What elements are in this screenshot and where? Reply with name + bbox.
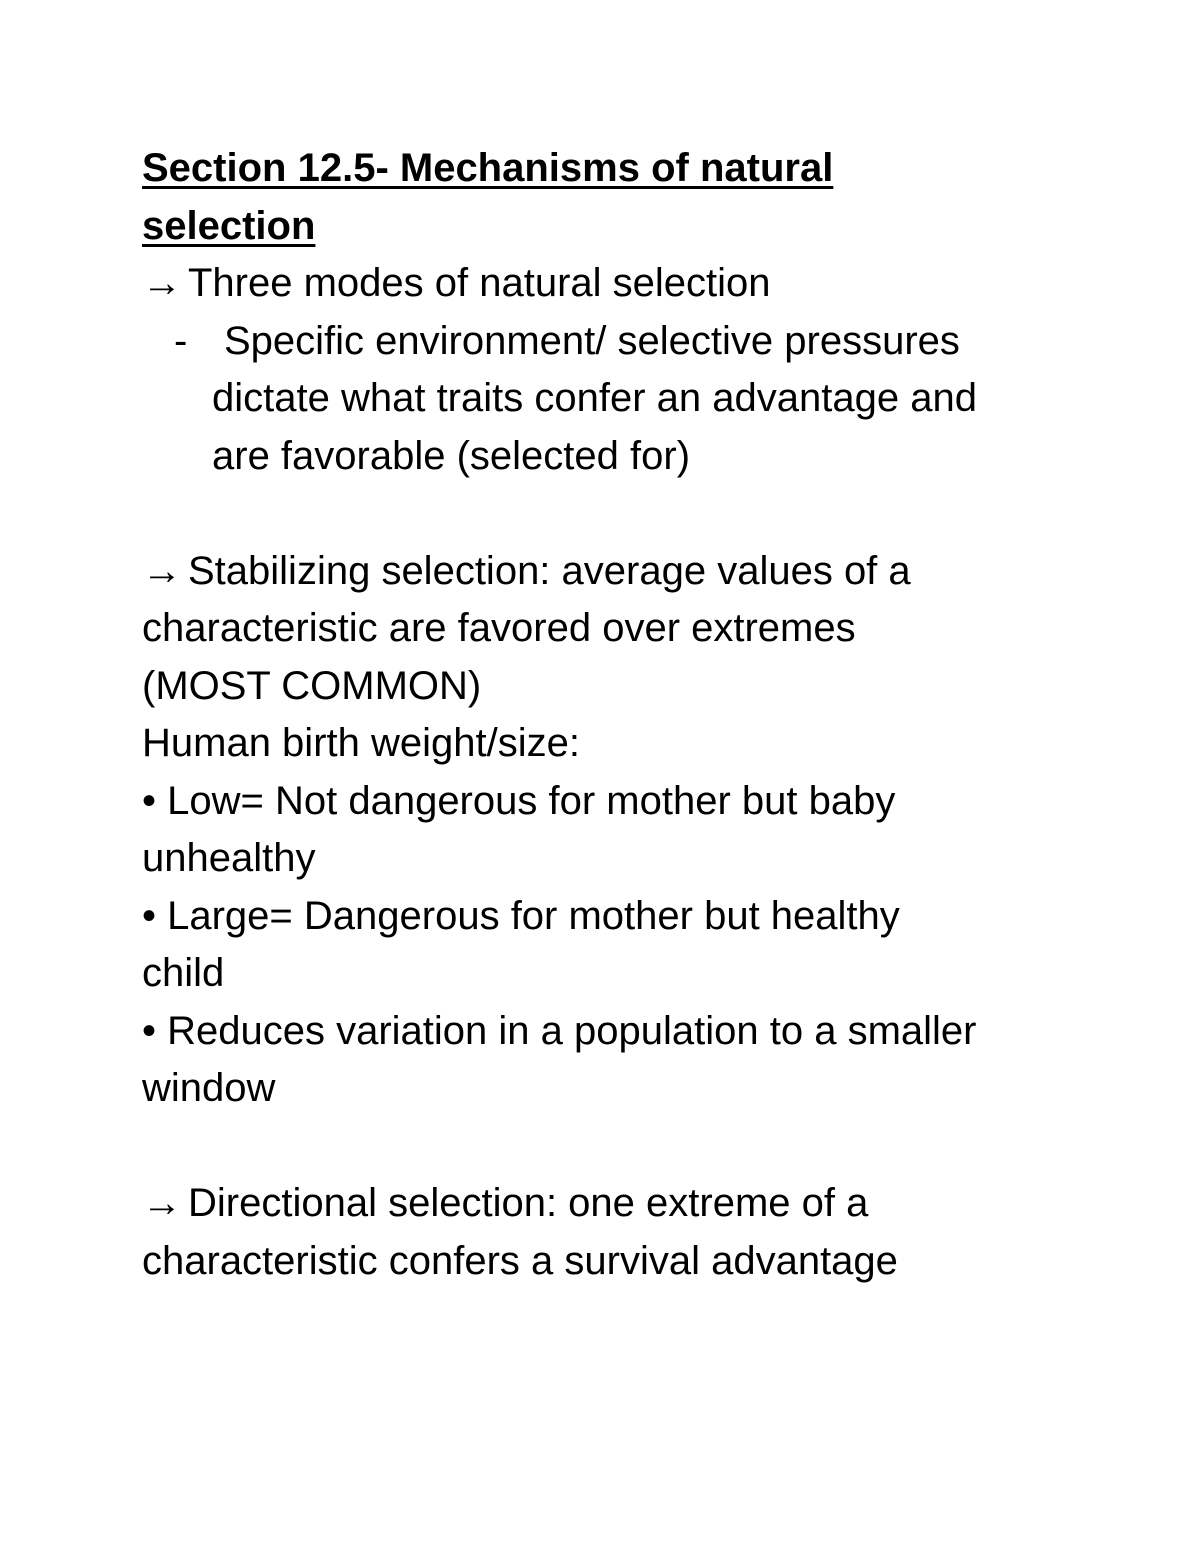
stabilizing-line-2: characteristic are favored over extremes: [142, 606, 856, 650]
bullet-reduces-line-2: window: [142, 1066, 276, 1110]
intro-sub-line-1: Specific environment/ selective pressures: [224, 318, 960, 363]
blank-line: [142, 1118, 1062, 1176]
right-arrow-icon: →: [142, 548, 182, 593]
section-title-line-2: selection: [142, 203, 316, 248]
blank-line: [142, 485, 1062, 543]
right-arrow-icon: →: [142, 1181, 182, 1225]
bullet-large-line-2: child: [142, 951, 225, 995]
bullet-low-line-1: • Low= Not dangerous for mother but baby: [142, 778, 896, 823]
stabilizing-line-3: (MOST COMMON): [142, 663, 482, 708]
intro-sub-line-2: dictate what traits confer an advantage and: [212, 376, 977, 420]
directional-line-1-text: Directional selection: one extreme of a: [188, 1181, 869, 1225]
right-arrow-icon: →: [142, 261, 182, 305]
intro-heading: [142, 255, 1062, 313]
bullet-low-line-2: unhealthy: [142, 836, 316, 880]
intro-heading-text: Three modes of natural selection: [188, 261, 771, 305]
directional-line-2: characteristic confers a survival advantage: [142, 1238, 898, 1283]
document-body: [142, 140, 1062, 1290]
section-title-line-1: Section 12.5- Mechanisms of natural: [142, 146, 834, 190]
intro-sub-line-3: are favorable (selected for): [212, 433, 691, 478]
bullet-reduces-line-1: • Reduces variation in a population to a smaller: [142, 1008, 977, 1053]
bullet-large-line-1: • Large= Dangerous for mother but healthy: [142, 893, 900, 938]
example-label: Human birth weight/size:: [142, 721, 580, 765]
stabilizing-line-1: [142, 543, 1062, 601]
dash-bullet: -: [174, 318, 188, 363]
intro-sub-item: [142, 313, 1062, 486]
directional-line-1: [142, 1175, 1062, 1233]
stabilizing-line-1-text: Stabilizing selection: average values of a: [188, 548, 911, 593]
